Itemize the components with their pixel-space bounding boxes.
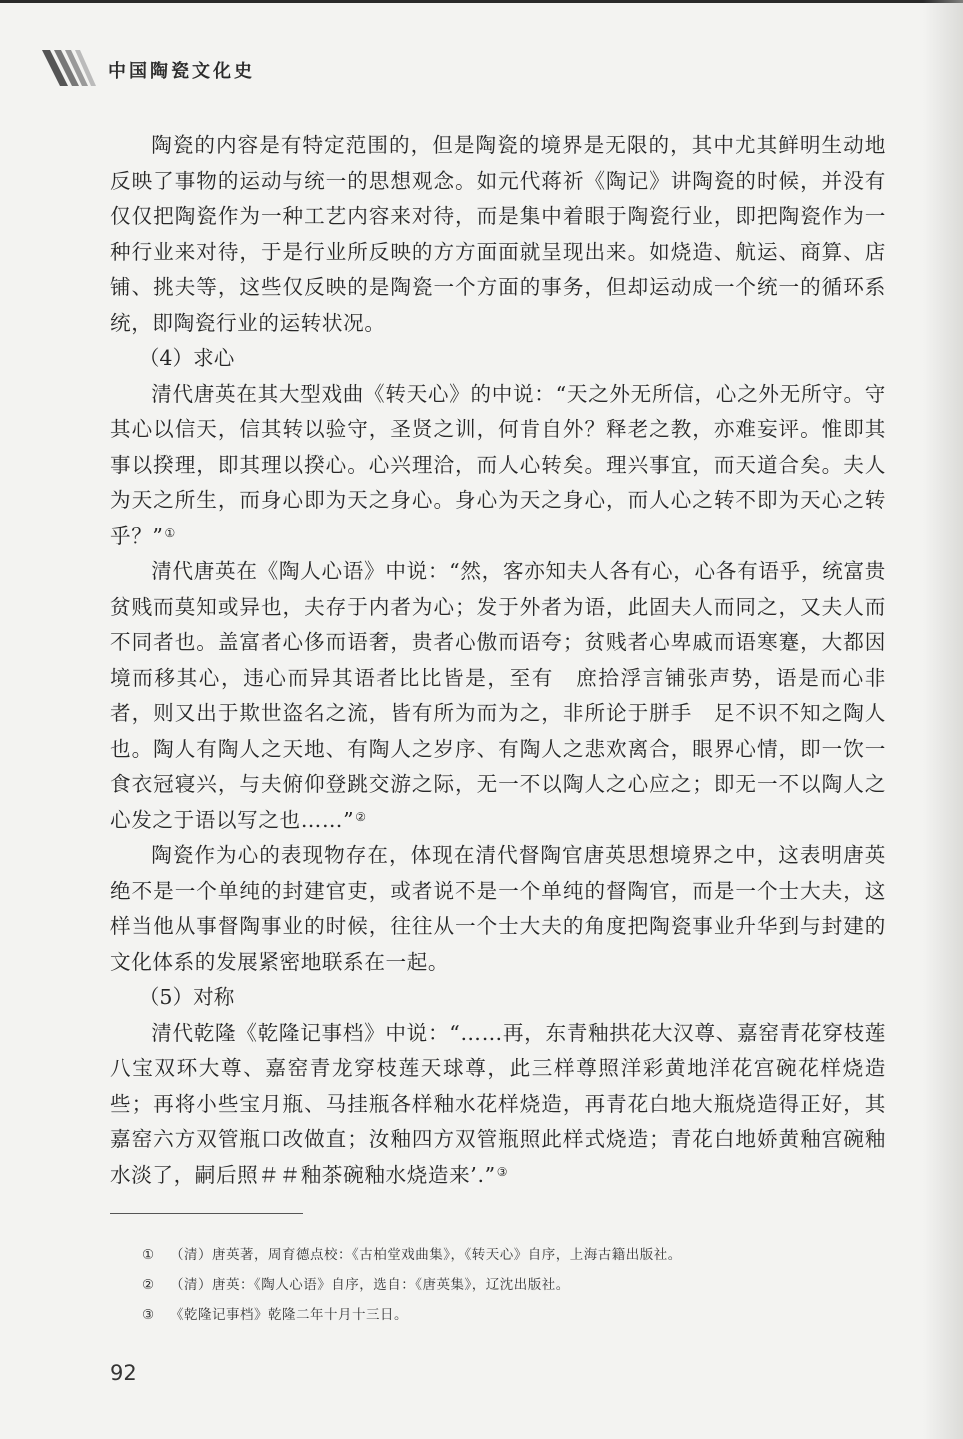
page-top-edge: [0, 0, 963, 3]
book-title: 中国陶瓷文化史: [108, 61, 255, 82]
footnote-2-text: （清）唐英：《陶人心语》自序，选自：《唐英集》，辽沈出版社。: [170, 1277, 570, 1293]
footnote-divider: [110, 1213, 303, 1214]
footnote-1-text: （清）唐英著，周育德点校：《古柏堂戏曲集》，《转天心》自序，上海古籍出版社。: [170, 1247, 682, 1263]
running-header: [38, 48, 438, 88]
footnotes: [142, 1240, 882, 1330]
footnote-1: [142, 1240, 882, 1270]
main-text: [110, 128, 886, 1193]
paragraph-5: [110, 1016, 886, 1194]
footnote-ref-2[interactable]: ②: [355, 809, 367, 824]
paragraph-5-text: 清代乾隆《乾隆记事档》中说：“……再，东青釉拱花大汉尊、嘉窑青花穿枝莲八宝双环大尊、嘉窑青龙穿枝莲天球尊，此三样尊照洋彩黄地洋花宫碗花样烧造些；再将小些宝月瓶、马挂瓶各样釉水花样烧造，再青花白地大瓶烧造得正好，其嘉窑六方双管瓶口改做直；汝釉四方双管瓶照此样式烧造；青花白地娇黄釉宫碗釉水淡了，嗣后照＃＃釉茶碗釉水烧造来’.”: [110, 1020, 886, 1187]
footnote-3-text: 《乾隆记事档》乾隆二年十月十三日。: [170, 1307, 408, 1323]
paragraph-1: [110, 128, 886, 341]
page-number: 92: [110, 1361, 137, 1385]
paragraph-4: [110, 838, 886, 980]
paragraph-1-text: 陶瓷的内容是有特定范围的，但是陶瓷的境界是无限的，其中尤其鲜明生动地反映了事物的运动与统一的思想观念。如元代蒋祈《陶记》讲陶瓷的时候，并没有仅仅把陶瓷作为一种工艺内容来对待，而是集中着眼于陶瓷行业，即把陶瓷作为一种行业来对待，于是行业所反映的方方面面就呈现出来。如烧造、航运、商算、店铺、挑夫等，这些仅反映的是陶瓷一个方面的事务，但却运动成一个统一的循环系统，即陶瓷行业的运转状况。: [110, 133, 886, 335]
paragraph-4-text: 陶瓷作为心的表现物存在，体现在清代督陶官唐英思想境界之中，这表明唐英绝不是一个单纯的封建官吏，或者说不是一个单纯的督陶官，而是一个士大夫，这样当他从事督陶事业的时候，往往从一个士大夫的角度把陶瓷事业升华到与封建的文化体系的发展紧密地联系在一起。: [110, 843, 886, 974]
footnote-1-mark: ①: [142, 1247, 155, 1263]
paragraph-2: [110, 377, 886, 555]
footnote-ref-3[interactable]: ③: [496, 1164, 509, 1179]
header-stripes-icon: [38, 48, 98, 88]
footnote-2: [142, 1270, 882, 1300]
page-gutter-shadow: [923, 0, 963, 1439]
footnote-2-mark: ②: [142, 1277, 155, 1293]
paragraph-3: [110, 554, 886, 838]
footnote-ref-1[interactable]: ①: [164, 525, 176, 540]
paragraph-3-text: 清代唐英在《陶人心语》中说：“然，客亦知夫人各有心，心各有语乎，统富贵贫贱而莫知或异也，夫存于内者为心；发于外者为语，此固夫人而同之，又夫人而不同者也。盖富者心侈而语奢，贵者心傲而语夸；贫贱者心卑戚而语寒蹇，大都因境而移其心，违心而异其语者比比皆是，至有 庶拾浮言铺张声势，语是而心非者，则又出于欺世盗名之流，皆有所为而为之，非所论于胼手 足不识不知之陶人也。陶人有陶人之天地、有陶人之岁序、有陶人之悲欢离合，眼界心情，即一饮一食衣冠寝兴，与夫俯仰登跳交游之际，无一不以陶人之心应之；即无一不以陶人之心发之于语以写之也……”: [110, 559, 886, 832]
footnote-3: [142, 1300, 882, 1330]
section-heading-5: （5）对称: [138, 985, 235, 1009]
footnote-3-mark: ③: [142, 1307, 155, 1323]
section-heading-4: （4）求心: [138, 346, 235, 370]
paragraph-2-text: 清代唐英在其大型戏曲《转天心》的中说：“天之外无所信，心之外无所守。守其心以信天，信其转以验守，圣贤之训，何肯自外？释老之教，亦难妄评。惟即其事以揆理，即其理以揆心。心兴理洽，而人心转矣。理兴事宜，而天道合矣。夫人为天之所生，而身心即为天之身心。身心为天之身心，而人心之转不即为天心之转乎？”: [110, 381, 886, 548]
